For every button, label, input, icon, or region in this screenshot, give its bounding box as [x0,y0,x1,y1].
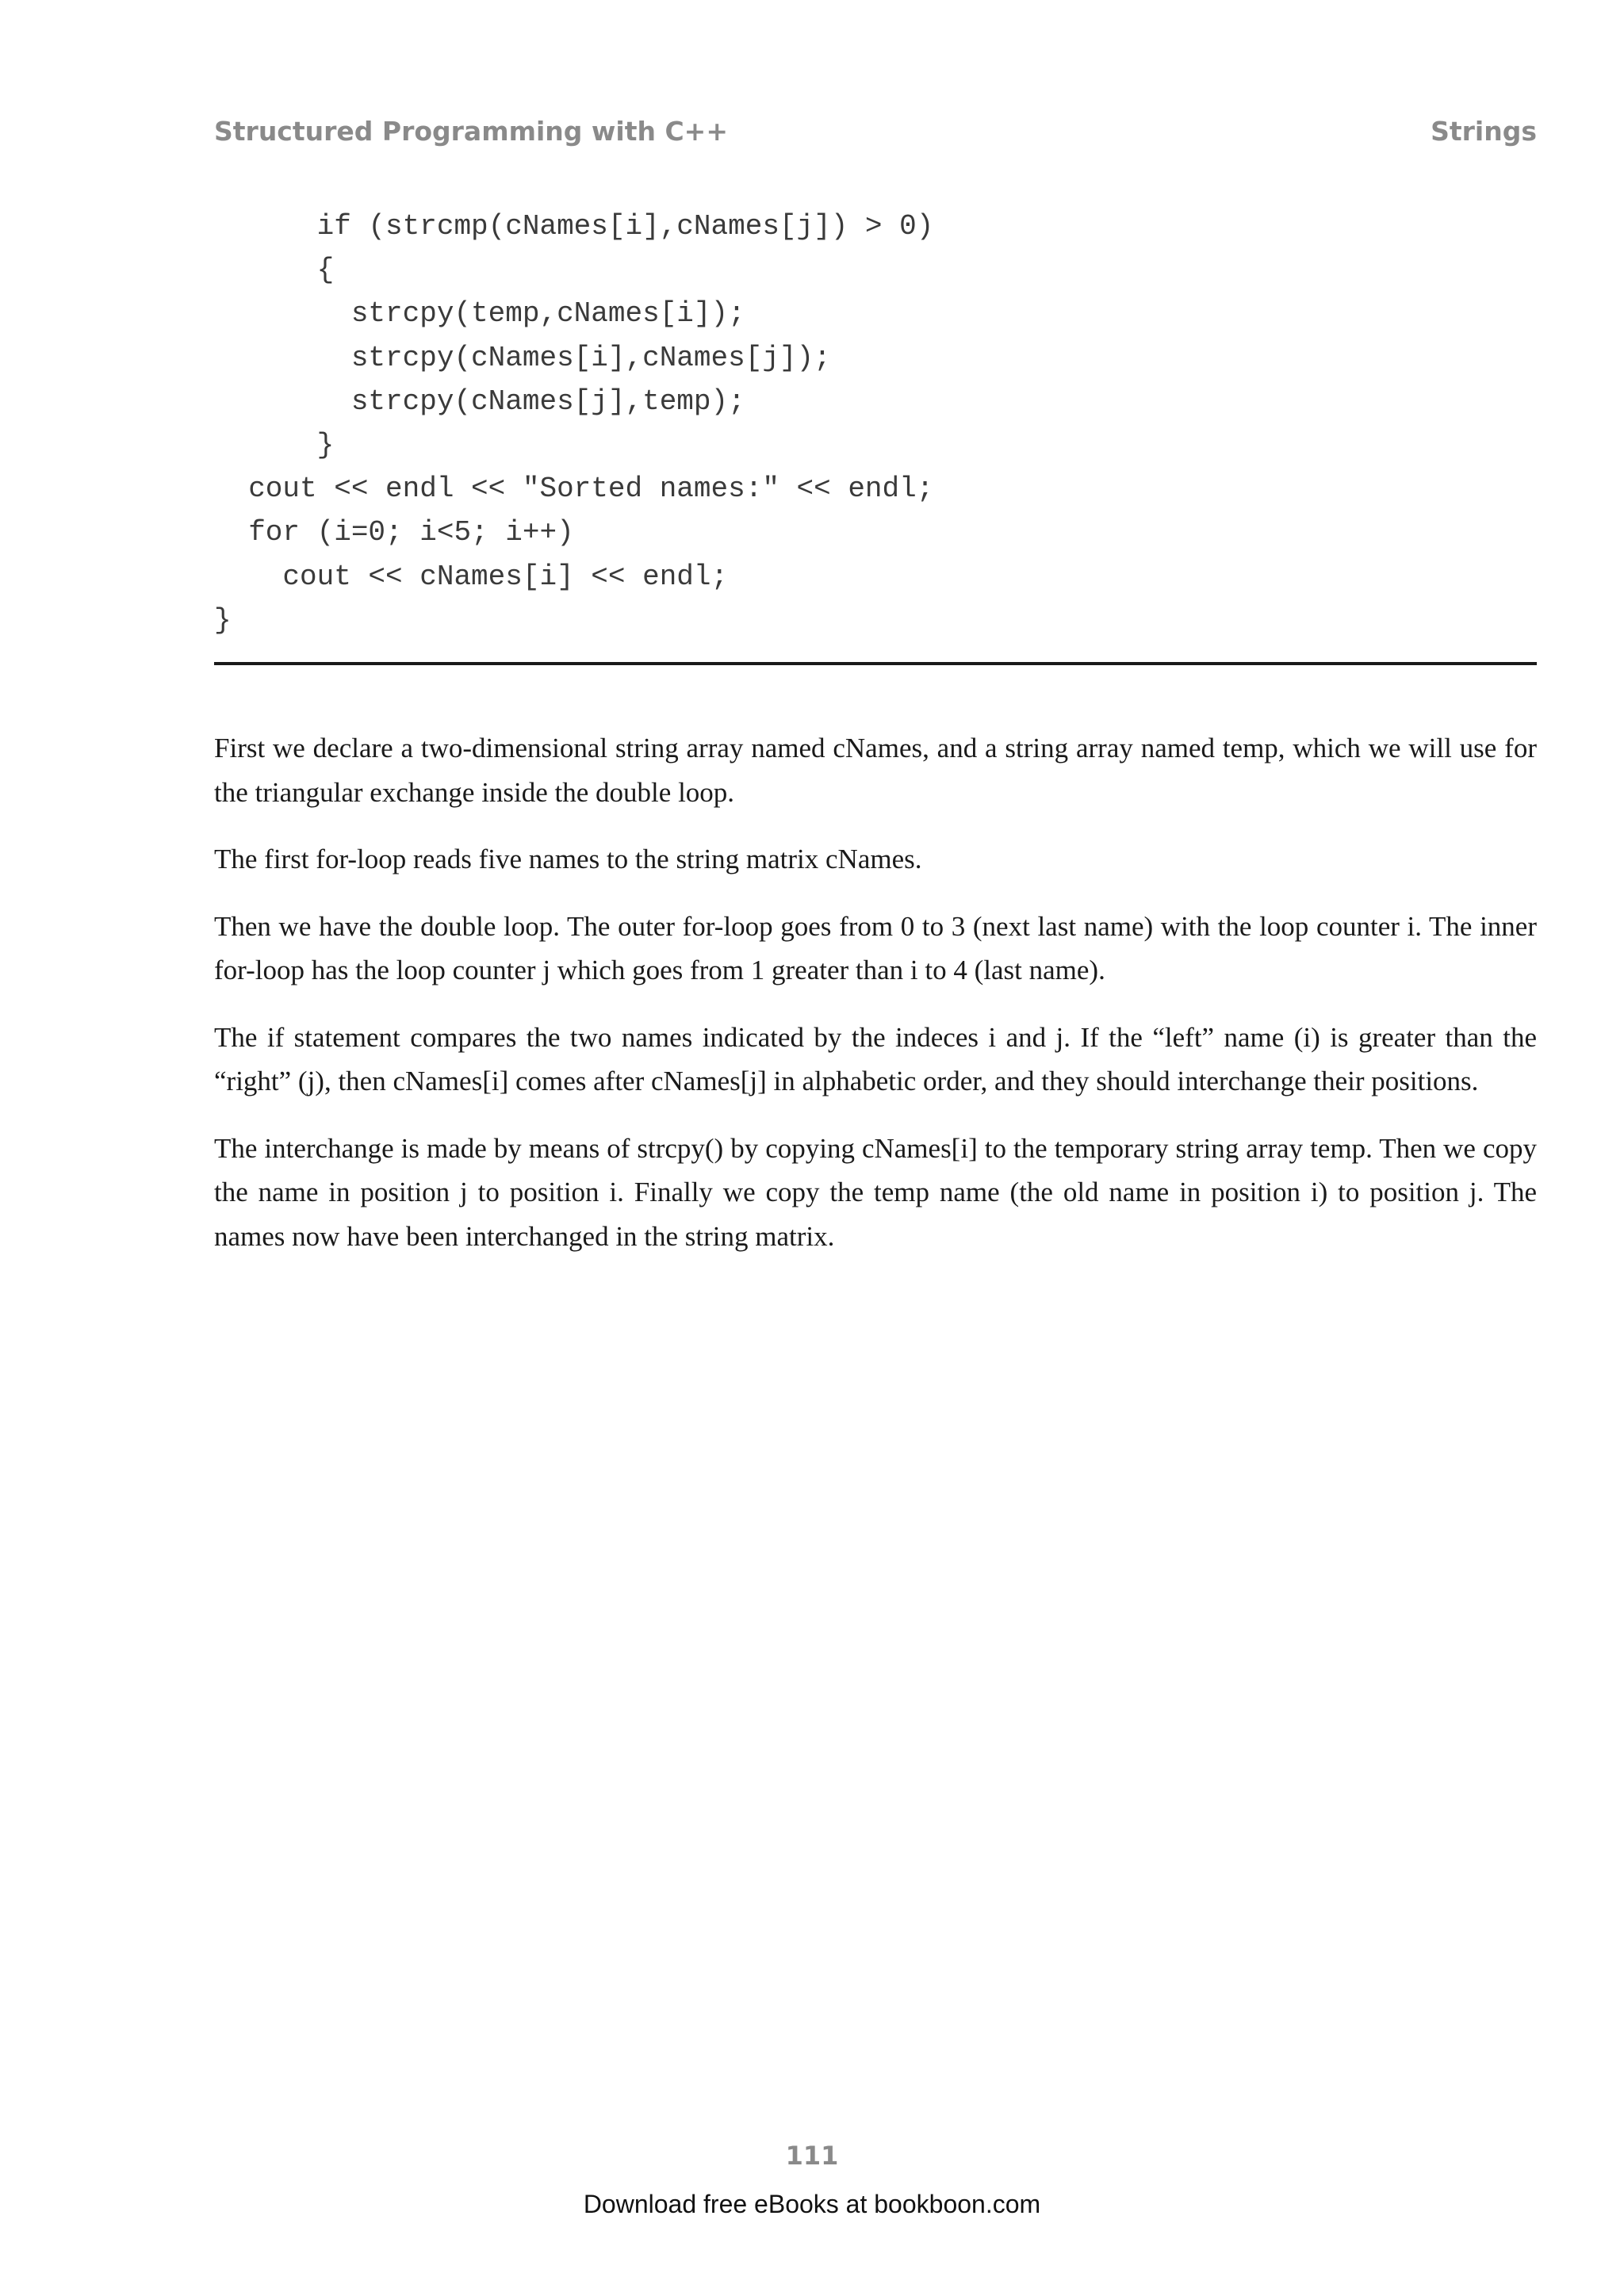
download-footer-link[interactable]: Download free eBooks at bookboon.com [583,2190,1041,2218]
paragraph: First we declare a two-dimensional string array named cNames, and a string array named temp, which we will use for the triangular exchange inside the double loop. [214,733,1537,808]
code-line: for (i=0; i<5; i++) [214,516,574,549]
paragraph: Then we have the double loop. The outer for-loop goes from 0 to 3 (next last name) with the loop counter i. The inner for-loop has the loop counter j which goes from 1 greater than i to 4 (last name). [214,910,1537,985]
code-line: cout << cNames[i] << endl; [214,560,729,593]
chapter-title: Strings [1431,115,1537,147]
code-line: } [214,428,335,461]
code-line: strcpy(cNames[i],cNames[j]); [214,341,831,374]
code-line: strcpy(temp,cNames[i]); [214,297,745,331]
paragraph: The first for-loop reads five names to the string matrix cNames. [214,844,922,874]
body-text [214,726,1537,1281]
code-listing [214,205,1537,642]
code-end-divider [214,662,1537,665]
code-line: } [214,603,232,637]
page-number: 111 [785,2141,839,2171]
book-title: Structured Programming with C++ [214,115,728,147]
paragraph: The if statement compares the two names indicated by the indeces i and j. If the “left” name (i) is greater than the “right” (j), then cNames[i] comes after cNames[j] in alphabetic order, and they should interchange their positions. [214,1021,1537,1096]
paragraph: The interchange is made by means of strcpy() by copying cNames[i] to the temporary string array temp. Then we copy the name in position j to position i. Finally we copy the temp name (the old name in position i) to position j. The names now have been interchanged in the string matrix. [214,1132,1537,1252]
code-line: cout << endl << "Sorted names:" << endl; [214,473,934,506]
code-line: if (strcmp(cNames[i],cNames[j]) > 0) [214,210,934,243]
code-line: { [214,254,335,287]
code-line: strcpy(cNames[j],temp); [214,385,745,418]
running-header [214,111,1537,151]
